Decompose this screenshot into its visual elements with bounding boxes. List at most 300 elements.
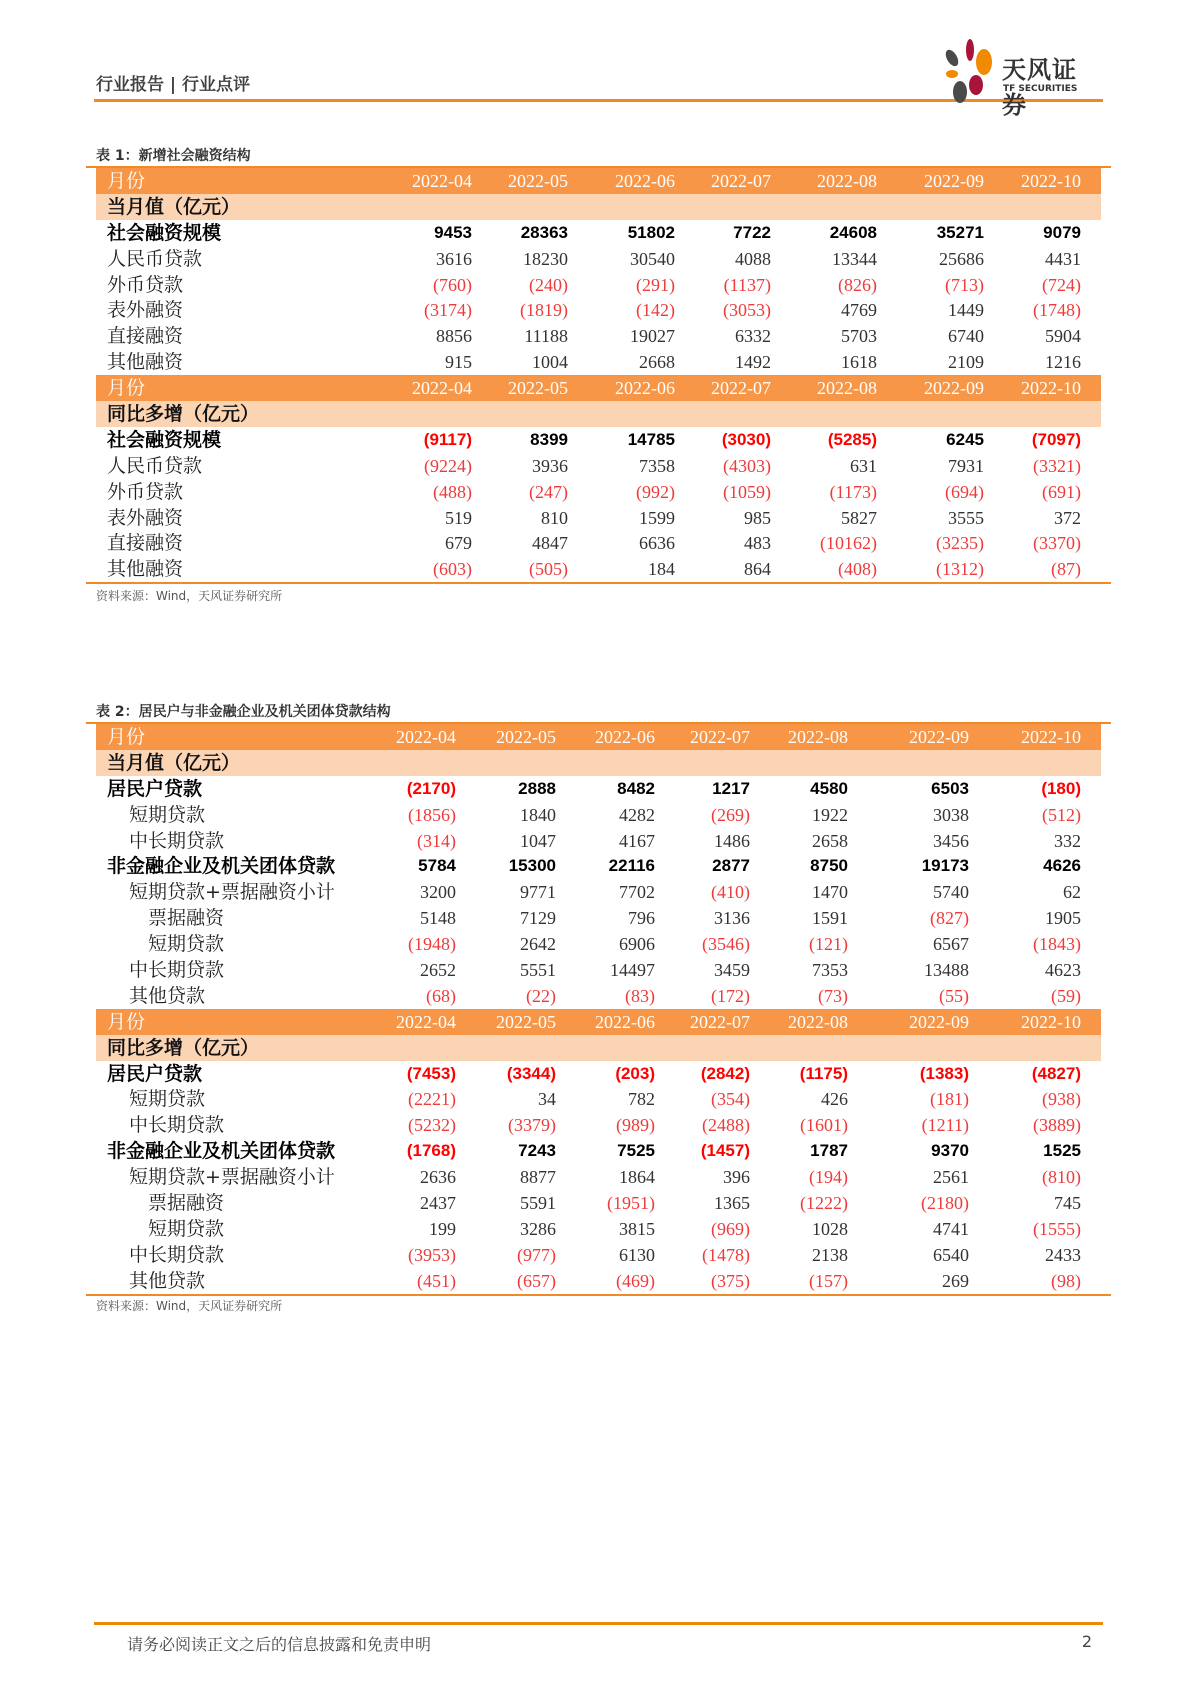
value-cell: 5591	[520, 1193, 556, 1214]
value-cell: 3286	[520, 1218, 556, 1239]
section-label: 当月值（亿元）	[107, 195, 241, 218]
month-header: 2022-09	[924, 171, 984, 191]
value-cell: 5148	[420, 908, 456, 929]
table-row	[96, 297, 1101, 323]
value-cell: (2221)	[408, 1089, 456, 1110]
table-row	[96, 427, 1101, 453]
value-cell: 1486	[714, 830, 750, 851]
value-cell: (408)	[838, 559, 877, 580]
value-cell: 6567	[933, 934, 969, 955]
row-label: 非金融企业及机关团体贷款	[107, 1140, 336, 1163]
table-row	[96, 1242, 1101, 1268]
value-cell: (810)	[1042, 1167, 1081, 1188]
month-header: 2022-10	[1021, 727, 1081, 747]
value-cell: 199	[429, 1218, 456, 1239]
value-cell: (73)	[818, 985, 848, 1006]
value-cell: 679	[445, 533, 472, 554]
table-row	[96, 931, 1101, 957]
row-label: 社会融资规模	[107, 428, 222, 451]
value-cell: 6245	[946, 429, 984, 449]
value-cell: 2668	[639, 352, 675, 373]
value-cell: (657)	[517, 1270, 556, 1291]
value-cell: 8399	[530, 429, 568, 449]
value-cell: 8856	[436, 326, 472, 347]
value-cell: (2180)	[921, 1193, 969, 1214]
value-cell: 22116	[608, 856, 655, 876]
value-cell: (22)	[526, 985, 556, 1006]
value-cell: (1457)	[700, 1141, 750, 1161]
month-header: 2022-08	[817, 171, 877, 191]
table-row	[96, 983, 1101, 1009]
value-cell: (59)	[1051, 985, 1081, 1006]
table-row	[96, 272, 1101, 298]
table-row	[96, 530, 1101, 556]
value-cell: 426	[821, 1089, 848, 1110]
row-label: 票据融资	[148, 1192, 225, 1215]
table-header-row	[96, 1009, 1101, 1035]
source-note: 资料来源：Wind，天风证券研究所	[96, 589, 283, 603]
value-cell: (3235)	[936, 533, 984, 554]
value-cell: 1525	[1043, 1141, 1081, 1161]
month-header: 2022-07	[690, 1011, 750, 1032]
value-cell: (157)	[809, 1270, 848, 1291]
month-header: 2022-09	[909, 1011, 969, 1032]
value-cell: 14785	[627, 429, 675, 449]
value-cell: 1922	[812, 804, 848, 825]
value-cell: 2138	[812, 1244, 848, 1265]
table-header-row	[96, 168, 1101, 194]
value-cell: 1492	[735, 352, 771, 373]
value-cell: 184	[648, 559, 675, 580]
value-cell: 5703	[841, 326, 877, 347]
row-label: 外币贷款	[107, 480, 184, 503]
value-cell: 1470	[812, 882, 848, 903]
table-title: 表 1：新增社会融资结构	[96, 148, 251, 164]
month-header: 2022-09	[924, 378, 984, 399]
value-cell: 6540	[933, 1244, 969, 1265]
value-cell: 5784	[418, 856, 456, 876]
value-cell: (760)	[433, 274, 472, 295]
value-cell: 3815	[619, 1218, 655, 1239]
value-cell: 2888	[518, 778, 556, 798]
month-header: 2022-04	[412, 378, 472, 399]
table-header-row	[96, 375, 1101, 401]
value-cell: 34	[538, 1089, 556, 1110]
value-cell: 15300	[508, 856, 556, 876]
table-row	[96, 505, 1101, 531]
value-cell: 6740	[948, 326, 984, 347]
row-label: 居民户贷款	[107, 1062, 203, 1085]
value-cell: 5827	[841, 507, 877, 528]
month-header: 2022-06	[615, 171, 675, 191]
value-cell: 1905	[1045, 908, 1081, 929]
value-cell: 9771	[520, 882, 556, 903]
month-header: 2022-08	[788, 727, 848, 747]
report-category: 行业报告 | 行业点评	[96, 75, 251, 95]
value-cell: (694)	[945, 481, 984, 502]
value-cell: (1222)	[800, 1193, 848, 1214]
row-label: 中长期贷款	[129, 1114, 225, 1137]
section-row	[96, 1035, 1101, 1061]
row-label: 外币贷款	[107, 273, 184, 296]
month-header: 2022-05	[508, 378, 568, 399]
month-header: 2022-10	[1021, 1011, 1081, 1032]
value-cell: 9370	[931, 1141, 969, 1161]
value-cell: (269)	[711, 804, 750, 825]
value-cell: (98)	[1051, 1270, 1081, 1291]
value-cell: 2561	[933, 1167, 969, 1188]
month-header: 2022-10	[1021, 171, 1081, 191]
value-cell: 7129	[520, 908, 556, 929]
row-label: 人民币贷款	[107, 247, 203, 270]
value-cell: 1028	[812, 1218, 848, 1239]
header-label: 月份	[107, 170, 146, 192]
value-cell: (3321)	[1033, 455, 1081, 476]
logo-petals-icon	[940, 38, 1000, 104]
value-cell: (83)	[625, 985, 655, 1006]
value-cell: 3616	[436, 248, 472, 269]
value-cell: 3136	[714, 908, 750, 929]
row-label: 其他融资	[107, 558, 184, 581]
value-cell: 796	[628, 908, 655, 929]
value-cell: (68)	[426, 985, 456, 1006]
value-cell: 782	[628, 1089, 655, 1110]
value-cell: 1365	[714, 1193, 750, 1214]
value-cell: (938)	[1042, 1089, 1081, 1110]
row-label: 中长期贷款	[129, 959, 225, 982]
month-header: 2022-06	[615, 378, 675, 399]
value-cell: (3953)	[408, 1244, 456, 1265]
value-cell: (3344)	[506, 1063, 556, 1083]
table-row	[96, 1061, 1101, 1087]
value-cell: 4626	[1043, 856, 1081, 876]
month-header: 2022-09	[909, 727, 969, 747]
section-row	[96, 194, 1101, 220]
data-table	[86, 166, 1111, 584]
value-cell: (505)	[529, 559, 568, 580]
value-cell: (410)	[711, 882, 750, 903]
row-label: 短期贷款+票据融资小计	[129, 881, 335, 904]
value-cell: 519	[445, 507, 472, 528]
value-cell: (354)	[711, 1089, 750, 1110]
table-row	[96, 1112, 1101, 1138]
footer-divider	[94, 1622, 1103, 1625]
row-label: 中长期贷款	[129, 1243, 225, 1266]
table-row	[96, 957, 1101, 983]
section-label: 当月值（亿元）	[107, 751, 241, 774]
value-cell: (1137)	[723, 274, 771, 295]
row-label: 居民户贷款	[107, 777, 203, 800]
value-cell: (1059)	[723, 481, 771, 502]
table-row	[96, 479, 1101, 505]
row-label: 短期贷款	[148, 933, 225, 956]
value-cell: (5285)	[827, 429, 877, 449]
month-header: 2022-05	[508, 171, 568, 191]
value-cell: (1768)	[406, 1141, 456, 1161]
value-cell: (9117)	[423, 429, 472, 449]
value-cell: 745	[1054, 1193, 1081, 1214]
value-cell: 631	[850, 455, 877, 476]
company-logo	[940, 38, 1100, 119]
value-cell: (1948)	[408, 934, 456, 955]
value-cell: 35271	[936, 222, 984, 242]
value-cell: 269	[942, 1270, 969, 1291]
value-cell: 4580	[810, 778, 848, 798]
header-label: 月份	[107, 1010, 146, 1033]
value-cell: 915	[445, 352, 472, 373]
month-header: 2022-06	[595, 1011, 655, 1032]
value-cell: 483	[744, 533, 771, 554]
row-label: 短期贷款	[129, 1088, 206, 1111]
row-label: 短期贷款	[148, 1217, 225, 1240]
value-cell: 18230	[523, 248, 568, 269]
footer-disclaimer: 请务必阅读正文之后的信息披露和免责申明	[127, 1635, 432, 1654]
value-cell: 19027	[630, 326, 675, 347]
row-label: 其他融资	[107, 351, 184, 374]
value-cell: 5904	[1045, 326, 1081, 347]
value-cell: 13488	[924, 960, 969, 981]
month-header: 2022-04	[396, 1011, 456, 1032]
value-cell: 7525	[617, 1141, 655, 1161]
value-cell: (3379)	[508, 1115, 556, 1136]
value-cell: (240)	[529, 274, 568, 295]
month-header: 2022-08	[788, 1011, 848, 1032]
value-cell: (4827)	[1031, 1063, 1081, 1083]
value-cell: 11188	[524, 326, 568, 347]
month-header: 2022-04	[412, 171, 472, 191]
value-cell: 6906	[619, 934, 655, 955]
table-row	[96, 776, 1101, 802]
value-cell: (827)	[930, 908, 969, 929]
value-cell: (451)	[417, 1270, 456, 1291]
value-cell: 7358	[639, 455, 675, 476]
value-cell: (989)	[616, 1115, 655, 1136]
value-cell: 985	[744, 507, 771, 528]
value-cell: (87)	[1051, 559, 1081, 580]
value-cell: 1217	[712, 778, 750, 798]
row-label: 表外融资	[107, 506, 184, 529]
value-cell: (55)	[939, 985, 969, 1006]
row-label: 短期贷款+票据融资小计	[129, 1166, 335, 1189]
value-cell: 6636	[639, 533, 675, 554]
row-label: 直接融资	[107, 532, 184, 555]
value-cell: (512)	[1042, 804, 1081, 825]
value-cell: 24608	[829, 222, 877, 242]
value-cell: (291)	[636, 274, 675, 295]
value-cell: (724)	[1042, 274, 1081, 295]
value-cell: 3038	[933, 804, 969, 825]
value-cell: 7931	[948, 455, 984, 476]
row-label: 票据融资	[148, 907, 225, 930]
value-cell: 2636	[420, 1167, 456, 1188]
value-cell: 4431	[1045, 248, 1081, 269]
table-row	[96, 905, 1101, 931]
month-header: 2022-08	[817, 378, 877, 399]
value-cell: 2437	[420, 1193, 456, 1214]
table-row	[96, 323, 1101, 349]
value-cell: (9224)	[424, 455, 472, 476]
table-row	[96, 1268, 1101, 1294]
value-cell: 2877	[712, 856, 750, 876]
value-cell: 2658	[812, 830, 848, 851]
table-row	[96, 453, 1101, 479]
value-cell: (203)	[615, 1063, 655, 1083]
value-cell: (3370)	[1033, 533, 1081, 554]
value-cell: 4741	[933, 1218, 969, 1239]
value-cell: 5740	[933, 882, 969, 903]
value-cell: (826)	[838, 274, 877, 295]
value-cell: 30540	[630, 248, 675, 269]
month-header: 2022-07	[711, 171, 771, 191]
value-cell: (247)	[529, 481, 568, 502]
value-cell: 51802	[627, 222, 675, 242]
table-row	[96, 802, 1101, 828]
value-cell: (1175)	[799, 1063, 848, 1083]
table-row	[96, 246, 1101, 272]
table-row	[96, 1216, 1101, 1242]
value-cell: 4282	[619, 804, 655, 825]
row-label: 社会融资规模	[107, 221, 222, 244]
value-cell: 1840	[520, 804, 556, 825]
value-cell: (1211)	[921, 1115, 969, 1136]
value-cell: (691)	[1042, 481, 1081, 502]
row-label: 表外融资	[107, 299, 184, 322]
value-cell: 1618	[841, 352, 877, 373]
table-row	[96, 220, 1101, 246]
row-label: 中长期贷款	[129, 829, 225, 852]
value-cell: 8877	[520, 1167, 556, 1188]
value-cell: (1856)	[408, 804, 456, 825]
value-cell: (5232)	[408, 1115, 456, 1136]
logo-english: TF SECURITIES	[1003, 84, 1078, 94]
value-cell: 7243	[518, 1141, 556, 1161]
month-header: 2022-05	[496, 727, 556, 747]
logo-name: 天风证券	[1002, 56, 1077, 119]
value-cell: 14497	[610, 960, 655, 981]
value-cell: (2488)	[702, 1115, 750, 1136]
value-cell: (180)	[1041, 778, 1081, 798]
value-cell: (1478)	[702, 1244, 750, 1265]
source-note: 资料来源：Wind，天风证券研究所	[96, 1299, 283, 1313]
value-cell: (1383)	[919, 1063, 969, 1083]
value-cell: (7453)	[406, 1063, 456, 1083]
value-cell: (1819)	[520, 300, 568, 321]
table-row	[96, 853, 1101, 879]
value-cell: 4088	[735, 248, 771, 269]
value-cell: (1312)	[936, 559, 984, 580]
value-cell: (1843)	[1033, 934, 1081, 955]
value-cell: (2170)	[406, 778, 456, 798]
value-cell: 6130	[619, 1244, 655, 1265]
value-cell: 2433	[1045, 1244, 1081, 1265]
table-row	[96, 1138, 1101, 1164]
value-cell: (713)	[945, 274, 984, 295]
value-cell: (375)	[711, 1270, 750, 1291]
value-cell: 5551	[520, 960, 556, 981]
value-cell: 3555	[948, 507, 984, 528]
value-cell: (3030)	[721, 429, 771, 449]
row-label: 非金融企业及机关团体贷款	[107, 855, 336, 878]
value-cell: (1951)	[607, 1193, 655, 1214]
value-cell: 1004	[532, 352, 568, 373]
row-label: 直接融资	[107, 325, 184, 348]
month-header: 2022-05	[496, 1011, 556, 1032]
value-cell: 3459	[714, 960, 750, 981]
value-cell: (969)	[711, 1218, 750, 1239]
value-cell: (4303)	[723, 455, 771, 476]
table-row	[96, 879, 1101, 905]
value-cell: 2642	[520, 934, 556, 955]
value-cell: (1748)	[1033, 300, 1081, 321]
value-cell: 2109	[948, 352, 984, 373]
value-cell: 4769	[841, 300, 877, 321]
table-row	[96, 828, 1101, 854]
value-cell: 1449	[948, 300, 984, 321]
value-cell: (1601)	[800, 1115, 848, 1136]
table-row	[96, 1164, 1101, 1190]
table-row	[96, 349, 1101, 375]
value-cell: 1216	[1045, 352, 1081, 373]
value-cell: (314)	[417, 830, 456, 851]
value-cell: 864	[744, 559, 771, 580]
value-cell: 8750	[810, 856, 848, 876]
value-cell: 6332	[735, 326, 771, 347]
value-cell: 810	[541, 507, 568, 528]
value-cell: 4167	[619, 830, 655, 851]
value-cell: 396	[723, 1167, 750, 1188]
value-cell: (1173)	[829, 481, 877, 502]
value-cell: 6503	[931, 778, 969, 798]
value-cell: 7722	[733, 222, 771, 242]
value-cell: (2842)	[700, 1063, 750, 1083]
value-cell: (181)	[930, 1089, 969, 1110]
table-row	[96, 1086, 1101, 1112]
value-cell: 4847	[532, 533, 568, 554]
row-label: 短期贷款	[129, 803, 206, 826]
value-cell: (172)	[711, 985, 750, 1006]
month-header: 2022-07	[690, 727, 750, 747]
row-label: 其他贷款	[129, 984, 206, 1007]
value-cell: 19173	[921, 856, 969, 876]
value-cell: 3936	[532, 455, 568, 476]
value-cell: (469)	[616, 1270, 655, 1291]
value-cell: 2652	[420, 960, 456, 981]
value-cell: 9453	[434, 222, 472, 242]
value-cell: (194)	[809, 1167, 848, 1188]
value-cell: 8482	[617, 778, 655, 798]
data-table	[86, 722, 1111, 1296]
value-cell: 13344	[832, 248, 877, 269]
section-row	[96, 750, 1101, 776]
value-cell: (977)	[517, 1244, 556, 1265]
value-cell: (121)	[809, 934, 848, 955]
table-title: 表 2：居民户与非金融企业及机关团体贷款结构	[96, 704, 391, 720]
value-cell: 3456	[933, 830, 969, 851]
section-row	[96, 401, 1101, 427]
value-cell: 332	[1054, 830, 1081, 851]
header-label: 月份	[107, 726, 146, 748]
value-cell: 372	[1054, 507, 1081, 528]
section-label: 同比多增（亿元）	[107, 1036, 260, 1059]
section-label: 同比多增（亿元）	[107, 403, 260, 426]
table-header-row	[96, 724, 1101, 750]
month-header: 2022-06	[595, 727, 655, 747]
page-number: 2	[1081, 1632, 1092, 1651]
value-cell: 7702	[619, 882, 655, 903]
value-cell: (488)	[433, 481, 472, 502]
value-cell: 1787	[810, 1141, 848, 1161]
value-cell: 1599	[639, 507, 675, 528]
